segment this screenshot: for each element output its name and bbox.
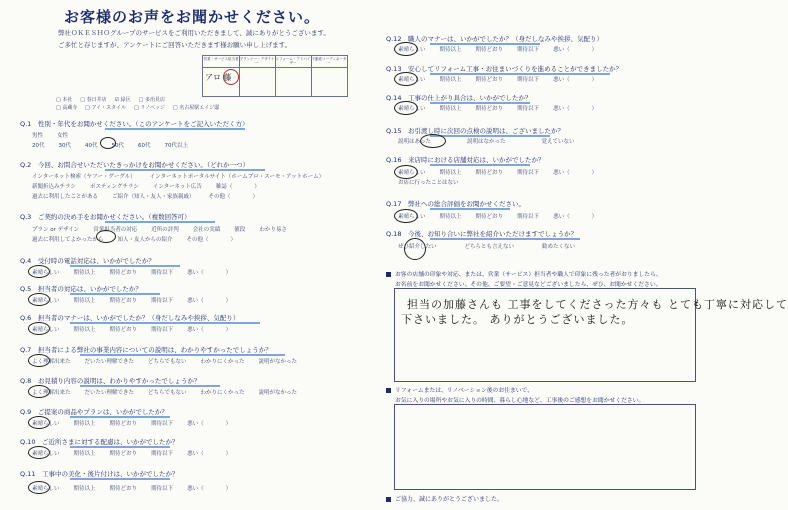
q16-option[interactable]: お店に行ったことはない [398, 180, 459, 186]
q9-option[interactable]: 素晴らしい [32, 421, 60, 427]
q12-option[interactable]: 悪い（ ） [553, 47, 598, 53]
q8-option[interactable]: わかりにくかった [200, 390, 245, 396]
q1-option[interactable]: 30代 [58, 143, 71, 149]
q8-option[interactable]: 説明がなかった [258, 390, 298, 396]
q7-label: Q.7 担当者による弊社の事業内容についての説明は、わかりやすかったでしょうか？ [20, 346, 272, 354]
q2-option[interactable]: 雑誌（ ） [215, 184, 260, 190]
q8-label: Q.8 お見積り内容の説明は、わかりやすかったでしょうか？ [20, 377, 201, 385]
q4-option[interactable]: 期待以下 [151, 270, 174, 276]
q1-option[interactable]: 40代 [85, 143, 98, 149]
q15-option[interactable]: 説明はなかった [466, 139, 506, 145]
q5-option[interactable]: 期待以上 [73, 298, 96, 304]
q12-option[interactable]: 素晴らしい [398, 47, 426, 53]
q16-option[interactable]: 悪い（ ） [553, 170, 598, 176]
q3-option[interactable]: その他（ ） [186, 237, 237, 243]
staff-header-planner: プランナー・デザイナー [239, 57, 275, 65]
q6-option[interactable]: 悪い（ ） [187, 327, 232, 333]
q13-option[interactable]: 素晴らしい [398, 77, 426, 83]
q16-option[interactable]: 期待以上 [439, 170, 462, 176]
q1-option[interactable]: 男性 [32, 133, 44, 139]
q7-option[interactable]: 説明がなかった [258, 359, 298, 365]
q9-option[interactable]: 期待以上 [73, 421, 96, 427]
q2-option[interactable]: ポスティングチラシ [90, 184, 139, 190]
q6-option[interactable]: 期待どおり [109, 327, 138, 333]
staff-header-realestate: 不動産コーディネーター [311, 57, 347, 65]
q7-option[interactable]: どちらでもない [148, 359, 187, 365]
q10-option[interactable]: 期待以下 [151, 451, 174, 457]
q13-option[interactable]: 期待以上 [439, 77, 462, 83]
q4-option[interactable]: 期待以上 [73, 270, 96, 276]
q2-option[interactable]: その他（ ） [208, 194, 259, 200]
q2-option[interactable]: ご紹介（知人・友人・家族親戚） [112, 194, 195, 200]
staff-header-sales: 営業・サービス担当者 [203, 57, 239, 61]
q3-option[interactable]: 過去に利用してよかったから [32, 237, 104, 243]
q14-label: Q.14 工事の仕上がり具合は、いかがでしたか？ [386, 94, 532, 102]
branch-checkbox[interactable]: □ [56, 105, 63, 111]
q11-option[interactable]: 悪い（ ） [187, 486, 232, 492]
branch-row-1: □ 本社 □ 春日井店 ☑ 緑区 □ 多治見店 [56, 97, 165, 103]
q5-option[interactable]: 期待どおり [109, 298, 138, 304]
q15-option[interactable]: 説明はあった [398, 139, 431, 145]
free2-label-2: お気に入りの場所やお気に入りの時間、暮らし心地など、工事後のご感想をお聞かせください。 [395, 398, 645, 404]
q17-option[interactable]: 期待どおり [475, 214, 504, 220]
q6-option[interactable]: 期待以上 [73, 327, 96, 333]
q1-option[interactable]: 20代 [32, 143, 45, 149]
q18-option[interactable]: どちらとも言えない [464, 244, 515, 250]
q16-option[interactable]: 素晴らしい [398, 170, 426, 176]
q9-option[interactable]: 悪い（ ） [187, 421, 232, 427]
q9-label: Q.9 ご提案の商品やプランは、いかがでしたか？ [20, 408, 168, 416]
q12-option[interactable]: 期待どおり [475, 47, 504, 53]
free2-answer-box[interactable] [394, 404, 696, 490]
branch-checkbox[interactable]: □ [85, 105, 92, 111]
answer-circle [100, 137, 116, 149]
answer-circle [394, 42, 418, 56]
q18-option[interactable]: ぜひ紹介したい [398, 244, 437, 250]
answer-circle [96, 230, 116, 243]
q8-option[interactable]: よく理解出来た [32, 390, 71, 396]
branch-checkbox[interactable]: □ [56, 97, 63, 103]
q17-option[interactable]: 期待以上 [439, 214, 462, 220]
answer-circle [28, 265, 50, 278]
q18-label: Q.18 今後、お知り合いに弊社を紹介いただけますでしょうか？ [386, 230, 578, 238]
q13-label: Q.13 安心してリフォーム工事・お住まいづくりを進めることができましたか？ [386, 65, 623, 73]
q14-option[interactable]: 期待どおり [475, 106, 504, 112]
q10-label: Q.10 ご近所さまに対する配慮は、いかがでしたか？ [20, 438, 179, 446]
q5-label: Q.5 担当者の対応は、いかがでしたか？ [20, 285, 142, 293]
footer-thanks: ご協力、誠にありがとうございました。 [386, 494, 503, 503]
intro-line-2: ご多忙と存じますが、アンケートにご回答いただきます様お願い申し上げます。 [58, 41, 292, 49]
q2-option[interactable]: 過去に利用したことがある [32, 194, 99, 200]
branch-checkbox[interactable]: □ [134, 105, 141, 111]
branch-checkbox-checked[interactable]: ☑ [114, 97, 121, 103]
q18-option[interactable]: 勧めたくない [542, 244, 576, 250]
page-title: お客様のお声をお聞かせください。 [64, 8, 321, 26]
q3-option[interactable]: 営業担当者の対応 [93, 227, 138, 233]
q9-option[interactable]: 期待どおり [109, 421, 138, 427]
q14-option[interactable]: 悪い（ ） [553, 106, 598, 112]
q1-option[interactable]: 50代 [111, 143, 124, 149]
answer-circle [28, 446, 50, 459]
q10-option[interactable]: 素晴らしい [32, 451, 60, 457]
q7-option[interactable]: わかりにくかった [200, 359, 245, 365]
q11-option[interactable]: 期待どおり [109, 486, 138, 492]
answer-circle [394, 209, 418, 223]
q10-option[interactable]: 悪い（ ） [187, 451, 232, 457]
q16-option[interactable]: 期待どおり [475, 170, 504, 176]
free1-label-1: お客の店舗の印象や対応、または、営業（サービス）担当者や職人で印象に残った者がおりましたら、 [386, 269, 662, 278]
q12-option[interactable]: 期待以下 [517, 47, 540, 53]
staff-signature: アロ 藤 [205, 73, 232, 82]
answer-circle [28, 322, 50, 335]
q2-option[interactable]: インターネットポータルサイト（ホームプロ・スーモ・アットホーム） [149, 174, 325, 180]
q10-option[interactable]: 期待どおり [109, 451, 138, 457]
q11-option[interactable]: 素晴らしい [32, 486, 60, 492]
free1-answer-line-1: 担当の加藤さんも 工事をしてくださった方々も とても丁寧に対応して [407, 298, 788, 311]
q13-option[interactable]: 期待どおり [475, 77, 504, 83]
q1-option[interactable]: 女性 [57, 133, 69, 139]
q9-option[interactable]: 期待以下 [151, 421, 174, 427]
answer-circle [394, 165, 418, 179]
staff-header-advisor: リフォーム・アドバイザー [275, 57, 311, 65]
answer-circle [394, 72, 418, 86]
q17-label: Q.17 弊社への総合評価をお聞かせください。 [386, 200, 525, 208]
q13-option[interactable]: 期待以下 [517, 77, 540, 83]
q14-option[interactable]: 期待以下 [517, 106, 540, 112]
free2-label-1: リフォームまたは、リノベーション後のお住まいで、 [386, 385, 533, 394]
q1-label: Q.1 性別・年代をお聞かせください。（このアンケートをご記入いただく方） [20, 120, 249, 128]
q4-option[interactable]: 悪い（ ） [187, 270, 232, 276]
q12-label: Q.12 職人のマナーは、いかがでしたか？（身だしなみや挨拶、気配り） [386, 35, 603, 43]
answer-circle [28, 481, 50, 494]
answer-circle [28, 354, 50, 367]
stamp-icon [223, 69, 239, 85]
q8-option[interactable]: どちらでもない [148, 390, 187, 396]
answer-circle [404, 238, 426, 260]
q15-option[interactable]: 覚えていない [541, 139, 575, 145]
q11-label: Q.11 工事中の美化・後片付けは、いかがでしたか？ [20, 470, 179, 478]
q3-option[interactable]: 会社の実績 [192, 227, 221, 233]
q3-label: Q.3 ご契約の決め手をお聞かせください。（複数回答可） [20, 213, 191, 221]
q4-label: Q.4 受付時の電話対応は、いかがでしたか？ [20, 257, 155, 265]
answer-circle [28, 416, 50, 429]
q3-option[interactable]: 知人・友人からの紹介 [117, 237, 173, 243]
q16-label: Q.16 来店時における店舗対応は、いかがでしたか？ [386, 156, 545, 164]
q6-option[interactable]: 素晴らしい [32, 327, 60, 333]
free1-answer-box[interactable] [394, 288, 788, 382]
q5-option[interactable]: 悪い（ ） [187, 298, 232, 304]
q10-option[interactable]: 期待以上 [73, 451, 96, 457]
branch-checkbox[interactable]: □ [138, 97, 145, 103]
q2-label: Q.2 今回、お問合せいただいたきっかけをお聞かせください。（どれか一つ） [20, 161, 250, 169]
q15-label: Q.15 お引渡し時に次回の点検の説明は、ございましたか？ [386, 127, 564, 135]
q3-option[interactable]: プラン or デザイン [32, 227, 80, 233]
q5-option[interactable]: 素晴らしい [32, 298, 60, 304]
answer-circle [394, 101, 418, 115]
q14-option[interactable]: 素晴らしい [398, 106, 426, 112]
branch-checkbox[interactable]: □ [80, 97, 87, 103]
q7-option[interactable]: だいたい理解できた [84, 359, 135, 365]
answer-circle [28, 293, 50, 306]
q14-option[interactable]: 期待以上 [439, 106, 462, 112]
q3-option[interactable]: 値段 [234, 227, 246, 233]
q17-option[interactable]: 悪い（ ） [553, 214, 598, 220]
answer-circle [420, 134, 446, 148]
q13-option[interactable]: 悪い（ ） [553, 77, 598, 83]
q2-option[interactable]: 新聞折込みチラシ [32, 184, 77, 190]
branch-checkbox[interactable]: □ [172, 105, 180, 111]
branch-row-2: □ 高蔵寺 □ アイ・スタイル □ リノベッジ □ 名古屋駅エイジ邸 [56, 105, 220, 111]
q6-label: Q.6 担当者のマナーは、いかがでしたか？（身だしなみや挨拶、気配り） [20, 314, 240, 322]
q4-option[interactable]: 期待どおり [109, 270, 138, 276]
q12-option[interactable]: 期待以上 [439, 47, 462, 53]
intro-line-1: 弊社ＯＫＥＳＨＯグループのサービスをご利用いただきまして、誠にありがとうございます。 [58, 29, 330, 37]
q7-option[interactable]: よく理解出来た [32, 359, 71, 365]
q17-option[interactable]: 素晴らしい [398, 214, 426, 220]
q11-option[interactable]: 期待以下 [151, 486, 174, 492]
q3-option[interactable]: わかり易さ [259, 227, 287, 233]
q3-option[interactable]: 近所の評判 [151, 227, 179, 233]
q17-option[interactable]: 期待以下 [517, 214, 540, 220]
q11-option[interactable]: 期待以上 [73, 486, 96, 492]
staff-table [202, 55, 348, 97]
q4-option[interactable]: 素晴らしい [32, 270, 60, 276]
q8-option[interactable]: だいたい理解できた [84, 390, 135, 396]
free1-answer-line-2: 下さいました。 ありがとうございました。 [401, 313, 634, 326]
answer-circle [28, 385, 50, 398]
q2-option[interactable]: インターネット検索（ヤフー・グーグル） [32, 174, 136, 180]
q5-option[interactable]: 期待以下 [151, 298, 174, 304]
q16-option[interactable]: 期待以下 [517, 170, 540, 176]
q1-option[interactable]: 70代以上 [164, 143, 188, 149]
q6-option[interactable]: 期待以下 [151, 327, 174, 333]
q2-option[interactable]: インターネット広告 [152, 184, 202, 190]
q1-option[interactable]: 60代 [138, 143, 151, 149]
free1-label-2: お名前をお聞かせください。その他、ご要望・ご意見などございましたら、ぜひ、お聞かせください。 [395, 282, 662, 288]
